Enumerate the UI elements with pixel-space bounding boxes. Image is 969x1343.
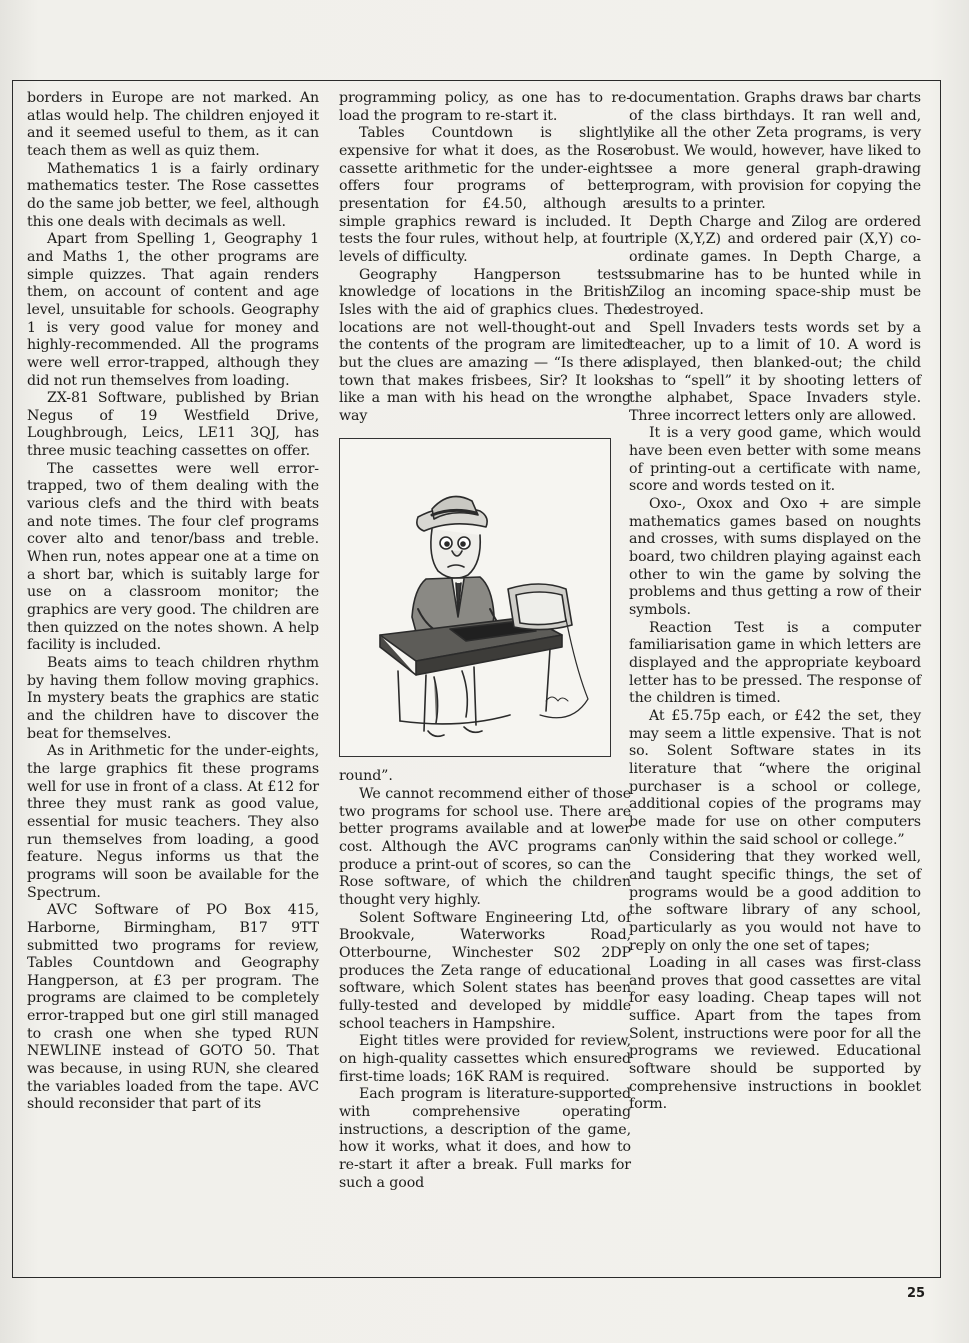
paragraph: Tables Countdown is slightly expensive for what it does, as the Rose cassette arithmetic for the under-eights offers four programs of better presentation for £4.50, although a simple graphics reward is included. It tests the four rules, without help, at four levels of difficulty. bbox=[339, 125, 631, 265]
page-number: 25 bbox=[907, 1286, 926, 1301]
paragraph: We cannot recommend either of those two programs for school use. There are better programs available and at lower cost. Although the AVC programs can produce a print-out of scores, so can the Rose software, of which the children thought very highly. bbox=[339, 786, 631, 909]
cartoon-drawing bbox=[340, 439, 609, 755]
column-1 bbox=[27, 90, 319, 1114]
paragraph: The cassettes were well error-trapped, two of them dealing with the various clefs and the third with beats and note times. The four clef programs cover alto and tenor/bass and treble. When run, notes appear one at a time on a short bar, which is suitably large for use on a classroom monitor; the graphics are very good. The children are then quizzed on the notes shown. A help facility is included. bbox=[27, 460, 319, 654]
paragraph: Mathematics 1 is a fairly ordinary mathematics tester. The Rose cassettes do the same job better, we feel, although this one deals with decimals as well. bbox=[27, 160, 319, 230]
paragraph: Geography Hangperson tests knowledge of locations in the British Isles with the aid of graphics clues. The locations are not well-thought-out and the contents of the program are limited but the clues are amazing — “Is there a town that makes frisbees, Sir? It looks like a man with his head on the wrong way bbox=[339, 266, 631, 424]
paragraph: Solent Software Engineering Ltd, of Brookvale, Waterworks Road, Otterbourne, Winchester S02 2DP produces the Zeta range of educational software, which Solent states has been fully-tested and developed by middle school teachers in Hampshire. bbox=[339, 909, 631, 1032]
paragraph: Reaction Test is a computer familiarisation game in which letters are displayed and the appropriate keyboard letter has to be pressed. The response of the children is timed. bbox=[629, 619, 921, 707]
paragraph: ZX-81 Software, published by Brian Negus of 19 Westfield Drive, Loughbrough, Leics, LE11 3QJ, has three music teaching cassettes on offer. bbox=[27, 390, 319, 460]
paragraph: It is a very good game, which would have been even better with some means of printing-out a certificate with name, score and words tested on it. bbox=[629, 425, 921, 495]
paragraph: programming policy, as one has to re-load the program to re-start it. bbox=[339, 90, 631, 124]
paragraph: As in Arithmetic for the under-eights, the large graphics fit these programs well for use in front of a class. At £12 for three they must rank as good value, essential for music teachers. They also run themselves from loading, a good feature. Negus informs us that the programs will soon be available for the Spectrum. bbox=[27, 743, 319, 901]
column-3 bbox=[629, 90, 921, 1114]
paragraph: borders in Europe are not marked. An atlas would help. The children enjoyed it and it seemed useful to them, as it can teach them as well as quiz them. bbox=[27, 90, 319, 159]
paragraph: At £5.75p each, or £42 the set, they may seem a little expensive. That is not so. Solent Software states in its literature that “where the original purchaser is a school or college, additional copies of the programs may be made for use on other computers only within the said school or college.” bbox=[629, 707, 921, 848]
paragraph: Loading in all cases was first-class and proves that good cassettes are vital for easy loading. Cheap tapes will not suffice. Apart from the tapes from Solent, instructions were poor for all the programs we reviewed. Educational software should be supported by comprehensive instructions in booklet form. bbox=[629, 955, 921, 1113]
paragraph: AVC Software of PO Box 415, Harborne, Birmingham, B17 9TT submitted two programs for review, Tables Countdown and Geography Hangperson, at £3 per program. The programs are claimed to be completely error-trapped but one girl still managed to crash one when she typed RUN NEWLINE instead of GOTO 50. That was because, in using RUN, she cleared the variables loaded from the tape. AVC should reconsider that part of its bbox=[27, 902, 319, 1113]
paragraph: Considering that they worked well, and taught specific things, the set of programs would be a good addition to the software library of any school, particularly as you would not have to reply on only the one set of tapes; bbox=[629, 849, 921, 954]
paragraph: Spell Invaders tests words set by a teacher, up to a limit of 10. A word is displayed, then blanked-out; the child has to “spell” it by shooting letters of the alphabet, Space Invaders style. Three incorrect letters only are allowed. bbox=[629, 319, 921, 424]
paragraph: Depth Charge and Zilog are ordered triple (X,Y,Z) and ordered pair (X,Y) co-ordinate games. In Depth Charge, a submarine has to be hunted while in Zilog an incoming space-ship must be destroyed. bbox=[629, 213, 921, 318]
paragraph: round”. bbox=[339, 768, 393, 785]
paragraph: Beats aims to teach children rhythm by having them follow moving graphics. In mystery beats the graphics are static and the children have to discover the beat for themselves. bbox=[27, 655, 319, 742]
column-2 bbox=[339, 90, 631, 1192]
paragraph: Each program is literature-supported with comprehensive operating instructions, a description of the game, how it works, what it does, and how to re-start it after a break. Full marks for such a good bbox=[339, 1086, 631, 1191]
paragraph: Oxo-, Oxox and Oxo + are simple mathematics games based on noughts and crosses, with sums displayed on the board, two children playing against each other to win the game by solving the problems and thus getting a row of their symbols. bbox=[629, 496, 921, 619]
paragraph: Apart from Spelling 1, Geography 1 and Maths 1, the other programs are simple quizzes. That again renders them, on account of content and age level, unsuitable for schools. Geography 1 is very good value for money and highly-recommended. All the programs were well error-trapped, although they did not run themselves from loading. bbox=[27, 231, 319, 389]
paragraph: Eight titles were provided for review, on high-quality cassettes which ensured first-time loads; 16K RAM is required. bbox=[339, 1033, 631, 1085]
paragraph: documentation. Graphs draws bar charts of the class birthdays. It ran well and, like all the other Zeta programs, is very robust. We would, however, have liked to see a more general graph-drawing program, with provision for copying the results to a printer. bbox=[629, 90, 921, 212]
cartoon-illustration bbox=[339, 438, 611, 757]
